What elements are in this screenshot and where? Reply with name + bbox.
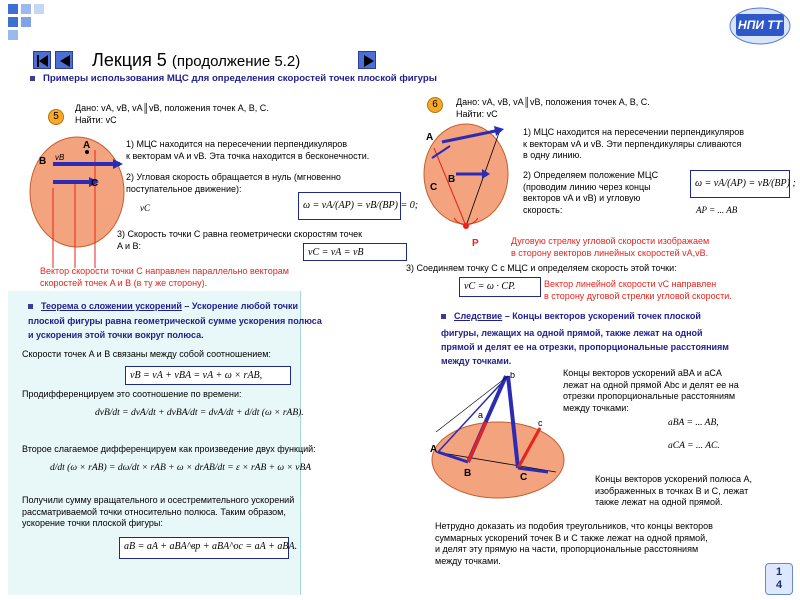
theorem-line2: плоской фигуры равна геометрической сумме ускорения полюса [28, 316, 322, 326]
corollary-formula-1: aBA = ... AB, [668, 418, 719, 428]
ex6-step3: 3) Соединяем точку C с МЦС и определяем скорость этой точки: [406, 263, 677, 273]
ex6-label-A: A [426, 132, 434, 143]
corollary-heading: Следствие – Концы векторов ускорений точек плоской [441, 311, 701, 323]
corollary-label-c: c [538, 418, 543, 428]
ex5-label-vB: vB [55, 153, 65, 162]
theorem-formula-2: dvB/dt = dvA/dt + dvBA/dt = dvA/dt + d/dt (ω × rAB). [95, 408, 304, 418]
ex6-omega-formula: ω = vA/(AP) = vB/(BP) ; [690, 170, 790, 198]
theorem-p3: Второе слагаемое дифференцируем как произведение двух функций: [22, 444, 316, 454]
section-heading: Примеры использования МЦС для определения скоростей точек плоской фигуры [30, 73, 437, 85]
corollary-label-a: a [478, 410, 484, 420]
example-6-number: 6 [427, 97, 443, 113]
corollary-text-1: Концы векторов ускорений aBA и aCA лежат на одной прямой Abc и делят ее на отрезки пропорциональные расстояниям между точками: [563, 368, 739, 413]
ex5-step2: 2) Угловая скорость обращается в нуль (мгновенно поступательное движение): [126, 172, 341, 194]
corollary-diagram [428, 372, 568, 502]
ex6-note-vc: Вектор линейной скорости vC направлен в сторону дуговой стрелки угловой скорости. [544, 279, 732, 301]
ex6-label-C: C [430, 182, 438, 193]
corollary-label-B: B [464, 468, 472, 479]
bullet-icon [441, 314, 446, 319]
lecture-subtitle: (продолжение 5.2) [171, 53, 301, 70]
corollary-label-A: A [430, 444, 438, 455]
ex6-given: Дано: vA, vB, vA║vB, положения точек A, B, C. Найти: vC [456, 97, 650, 119]
page-title [92, 49, 300, 73]
ex5-label-B: B [39, 156, 47, 167]
nav-prev-button[interactable] [55, 51, 73, 69]
ex5-omega-formula: ω = vA/(AP) = vB/(BP) = 0; [298, 192, 401, 220]
bullet-icon [30, 76, 35, 81]
bullet-icon [28, 304, 33, 309]
corollary-label-b: b [510, 372, 516, 380]
corollary-text-3: Нетрудно доказать из подобия треугольников, что концы векторов суммарных ускорений точек B и C также лежат на одной прямой, и делят эту прямую на части, пропорциональные расстояниям между точками. [435, 521, 713, 566]
ex6-label-B: B [448, 174, 456, 185]
theorem-p4: Получили сумму вращательного и осестремительного ускорений рассматриваемой точки относительно полюса. Таким образом, ускорение точки плоской фигуры: [22, 495, 295, 528]
ex6-label-P: P [472, 238, 479, 249]
theorem-formula-4: aB = aA + aBA^вр + aBA^ос = aA + aBA. [119, 537, 289, 559]
theorem-formula-1: vB = vA + vBA = vA + ω × rAB, [125, 366, 291, 385]
ex5-step3: 3) Скорость точки C равна геометрически скоростям точек A и B: [117, 229, 363, 251]
page-number: 1 4 [765, 563, 793, 595]
corollary-text-2: Концы векторов ускорений полюса A, изображенных в точках B и C, лежат также лежат на одной прямой. [595, 474, 753, 507]
lecture-title: Лекция 5 [92, 50, 167, 70]
logo-text: НПИ ТТ [738, 18, 782, 32]
theorem-p1: Скорости точек A и B связаны между собой соотношением: [22, 349, 271, 359]
ex6-diagram [420, 118, 520, 258]
ex6-note-arc: Дуговую стрелку угловой скорости изображаем в сторону векторов линейных скоростей vA,vB. [511, 236, 710, 258]
institute-logo [728, 4, 792, 48]
corollary-body: фигуры, лежащих на одной прямой, также лежат на одной прямой и делят ее на отрезки, пропорциональные расстояниям между точками. [441, 328, 729, 366]
corollary-formula-2: aCA = ... AC. [668, 441, 720, 451]
corollary-label-C: C [520, 472, 528, 483]
theorem-formula-3: d/dt (ω × rAB) = dω/dt × rAB + ω × drAB/dt = ε × rAB + ω × vBA [50, 463, 312, 473]
ex5-vc-formula: vC = vA = vB [303, 243, 407, 261]
nav-first-button[interactable] [33, 51, 51, 69]
ex5-label-C: C [91, 178, 99, 189]
ex5-note: Вектор скорости точки C направлен параллельно векторам скоростей точек A и B (в ту же сторону). [40, 266, 289, 288]
ex6-vc-formula: vC = ω · CP. [459, 277, 541, 297]
theorem-heading: Теорема о сложении ускорений – Ускорение любой точки [28, 301, 298, 313]
ex5-vc-eq: vC [140, 203, 150, 213]
theorem-line3: и ускорения этой точки вокруг полюса. [28, 330, 204, 340]
theorem-p2: Продифференцируем это соотношение по времени: [22, 389, 242, 399]
ex5-label-A: A [83, 140, 91, 151]
ex6-ap-formula: AP = ... AB [696, 205, 738, 215]
ex5-given: Дано: vA, vB, vA║vB, положения точек A, B, C. Найти: vC [75, 103, 269, 125]
ex6-step2: 2) Определяем положение МЦС (проводим линию через концы векторов vA и vB) и угловую скорость: [523, 170, 659, 215]
ex5-step1: 1) МЦС находится на пересечении перпендикуляров к векторам vA и vB. Эта точка находится в бесконечности. [126, 139, 370, 161]
example-5-number: 5 [48, 109, 64, 125]
nav-next-button[interactable] [358, 51, 376, 69]
ex6-step1: 1) МЦС находится на пересечении перпендикуляров к векторам vA и vB. Эти перпендикуляры сливаются в одну линию. [523, 127, 745, 160]
